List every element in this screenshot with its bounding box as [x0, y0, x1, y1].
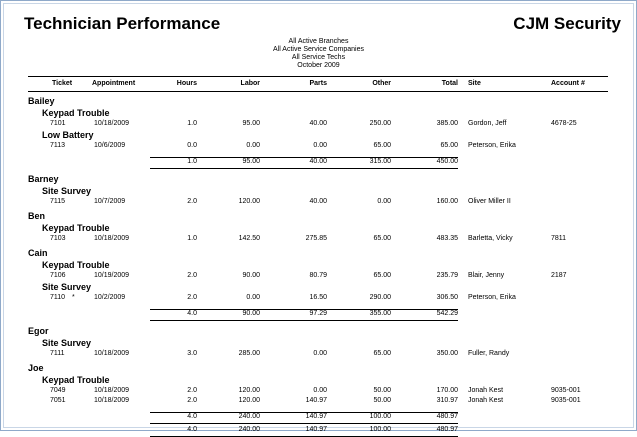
ticket-row — [0, 120, 637, 130]
other-value: 290.00 — [369, 294, 391, 301]
labor-value: 0.00 — [246, 294, 260, 301]
ticket-flag: * — [72, 294, 75, 301]
appointment-date: 10/7/2009 — [94, 198, 126, 205]
total-value: 483.35 — [436, 235, 458, 242]
parts-value: 0.00 — [313, 387, 327, 394]
ticket-number: 7103 — [50, 235, 66, 242]
column-header-account: Account # — [551, 80, 585, 87]
site-name: Oliver Miller II — [468, 198, 511, 205]
filter-branches: All Active Branches — [288, 38, 349, 45]
subtotal-total: 480.97 — [436, 426, 458, 433]
service-category: Keypad Trouble — [42, 375, 110, 385]
subtotal-labor: 95.00 — [242, 158, 260, 165]
site-name: Peterson, Erika — [468, 142, 516, 149]
subtotal-other: 100.00 — [369, 426, 391, 433]
labor-value: 0.00 — [246, 142, 260, 149]
subtotal-hours: 1.0 — [187, 158, 197, 165]
labor-value: 120.00 — [238, 198, 260, 205]
ticket-number: 7106 — [50, 272, 66, 279]
technician-name: Joe — [28, 363, 44, 373]
subtotal-total: 450.00 — [436, 158, 458, 165]
other-value: 250.00 — [369, 120, 391, 127]
ticket-row — [0, 272, 637, 282]
technician-name: Ben — [28, 211, 46, 221]
hours-value: 1.0 — [187, 235, 197, 242]
column-header-hours: Hours — [176, 80, 197, 87]
subtotal-bottom-rule — [150, 168, 458, 169]
subtotal-hours: 4.0 — [187, 413, 197, 420]
hours-value: 1.0 — [187, 120, 197, 127]
column-header-appointment: Appointment — [92, 80, 136, 87]
appointment-date: 10/18/2009 — [94, 235, 130, 242]
parts-value: 16.50 — [309, 294, 327, 301]
ticket-number: 7051 — [50, 397, 66, 404]
subtotal-other: 315.00 — [369, 158, 391, 165]
ticket-row — [0, 142, 637, 152]
subtotal-parts: 140.97 — [305, 426, 327, 433]
parts-value: 140.97 — [305, 397, 327, 404]
ticket-number: 7115 — [50, 198, 66, 205]
labor-value: 120.00 — [238, 397, 260, 404]
appointment-date: 10/19/2009 — [94, 272, 130, 279]
labor-value: 285.00 — [238, 350, 260, 357]
technician-name: Egor — [28, 326, 49, 336]
technician-name: Bailey — [28, 96, 55, 106]
parts-value: 40.00 — [309, 198, 327, 205]
ticket-row — [0, 350, 637, 360]
column-header-ticket: Ticket — [52, 80, 73, 87]
total-value: 170.00 — [436, 387, 458, 394]
subtotal-hours: 4.0 — [187, 426, 197, 433]
site-name: Jonah Kest — [468, 387, 504, 394]
total-value: 235.79 — [436, 272, 458, 279]
total-value: 310.97 — [436, 397, 458, 404]
site-name: Jonah Kest — [468, 397, 504, 404]
appointment-date: 10/18/2009 — [94, 387, 130, 394]
hours-value: 2.0 — [187, 294, 197, 301]
subtotal-row — [0, 310, 637, 320]
parts-value: 0.00 — [313, 350, 327, 357]
subtotal-other: 355.00 — [369, 310, 391, 317]
filter-period: October 2009 — [297, 62, 340, 69]
subtotal-parts: 40.00 — [309, 158, 327, 165]
ticket-number: 7101 — [50, 120, 66, 127]
header-top-rule — [28, 76, 608, 77]
other-value: 50.00 — [373, 397, 391, 404]
ticket-number: 7111 — [50, 350, 65, 357]
parts-value: 80.79 — [309, 272, 327, 279]
hours-value: 2.0 — [187, 198, 197, 205]
hours-value: 2.0 — [187, 387, 197, 394]
report-title: Technician Performance — [24, 14, 221, 33]
subtotal-bottom-rule — [150, 423, 458, 424]
labor-value: 95.00 — [242, 120, 260, 127]
parts-value: 40.00 — [309, 120, 327, 127]
appointment-date: 10/18/2009 — [94, 397, 130, 404]
account-number: 2187 — [551, 272, 567, 279]
technician-name: Barney — [28, 174, 59, 184]
labor-value: 142.50 — [238, 235, 260, 242]
service-category: Site Survey — [42, 186, 92, 196]
account-number: 4678-25 — [551, 120, 577, 127]
service-category: Keypad Trouble — [42, 108, 110, 118]
service-category: Keypad Trouble — [42, 223, 110, 233]
column-header-total: Total — [441, 80, 458, 87]
hours-value: 2.0 — [187, 272, 197, 279]
account-number: 7811 — [551, 235, 567, 242]
account-number: 9035-001 — [551, 397, 581, 404]
column-header-site: Site — [468, 80, 481, 87]
other-value: 65.00 — [373, 142, 391, 149]
hours-value: 3.0 — [187, 350, 197, 357]
site-name: Barletta, Vicky — [468, 235, 513, 242]
subtotal-labor: 90.00 — [242, 310, 260, 317]
subtotal-bottom-rule — [150, 320, 458, 321]
subtotal-row — [0, 158, 637, 168]
subtotal-other: 100.00 — [369, 413, 391, 420]
appointment-date: 10/2/2009 — [94, 294, 126, 301]
subtotal-total: 480.97 — [436, 413, 458, 420]
site-name: Fuller, Randy — [468, 350, 510, 357]
filter-service-techs: All Service Techs — [291, 54, 346, 61]
subtotal-total: 542.29 — [436, 310, 458, 317]
technician-name: Cain — [28, 248, 48, 258]
subtotal-parts: 140.97 — [305, 413, 327, 420]
header-bottom-rule — [28, 91, 608, 92]
total-value: 385.00 — [436, 120, 458, 127]
ticket-row — [0, 397, 637, 407]
hours-value: 2.0 — [187, 397, 197, 404]
ticket-row — [0, 387, 637, 397]
other-value: 50.00 — [373, 387, 391, 394]
total-value: 306.50 — [436, 294, 458, 301]
service-category: Site Survey — [42, 282, 92, 292]
other-value: 0.00 — [377, 198, 391, 205]
subtotal-parts: 97.29 — [309, 310, 327, 317]
labor-value: 120.00 — [238, 387, 260, 394]
company-name: CJM Security — [513, 14, 621, 33]
service-category: Keypad Trouble — [42, 260, 110, 270]
grand-total-row — [0, 426, 637, 436]
column-header-labor: Labor — [240, 80, 260, 87]
subtotal-row — [0, 413, 637, 423]
service-category: Low Battery — [42, 130, 94, 140]
appointment-date: 10/6/2009 — [94, 142, 126, 149]
labor-value: 90.00 — [242, 272, 260, 279]
column-header-parts: Parts — [309, 80, 327, 87]
subtotal-labor: 240.00 — [238, 426, 260, 433]
column-header-other: Other — [372, 80, 391, 87]
appointment-date: 10/18/2009 — [94, 120, 130, 127]
ticket-number: 7110 — [50, 294, 66, 301]
ticket-row — [0, 198, 637, 208]
account-number: 9035-001 — [551, 387, 581, 394]
service-category: Site Survey — [42, 338, 92, 348]
total-value: 350.00 — [436, 350, 458, 357]
filter-service-companies: All Active Service Companies — [272, 46, 365, 53]
site-name: Gordon, Jeff — [468, 120, 507, 127]
subtotal-hours: 4.0 — [187, 310, 197, 317]
total-value: 65.00 — [440, 142, 458, 149]
ticket-number: 7113 — [50, 142, 66, 149]
other-value: 65.00 — [373, 272, 391, 279]
hours-value: 0.0 — [187, 142, 197, 149]
other-value: 65.00 — [373, 350, 391, 357]
total-value: 160.00 — [436, 198, 458, 205]
ticket-row — [0, 235, 637, 245]
ticket-row — [0, 294, 637, 304]
appointment-date: 10/18/2009 — [94, 350, 130, 357]
parts-value: 0.00 — [313, 142, 327, 149]
parts-value: 275.85 — [305, 235, 327, 242]
site-name: Peterson, Erika — [468, 294, 516, 301]
other-value: 65.00 — [373, 235, 391, 242]
subtotal-labor: 240.00 — [238, 413, 260, 420]
ticket-number: 7049 — [50, 387, 66, 394]
site-name: Blair, Jenny — [468, 272, 505, 279]
